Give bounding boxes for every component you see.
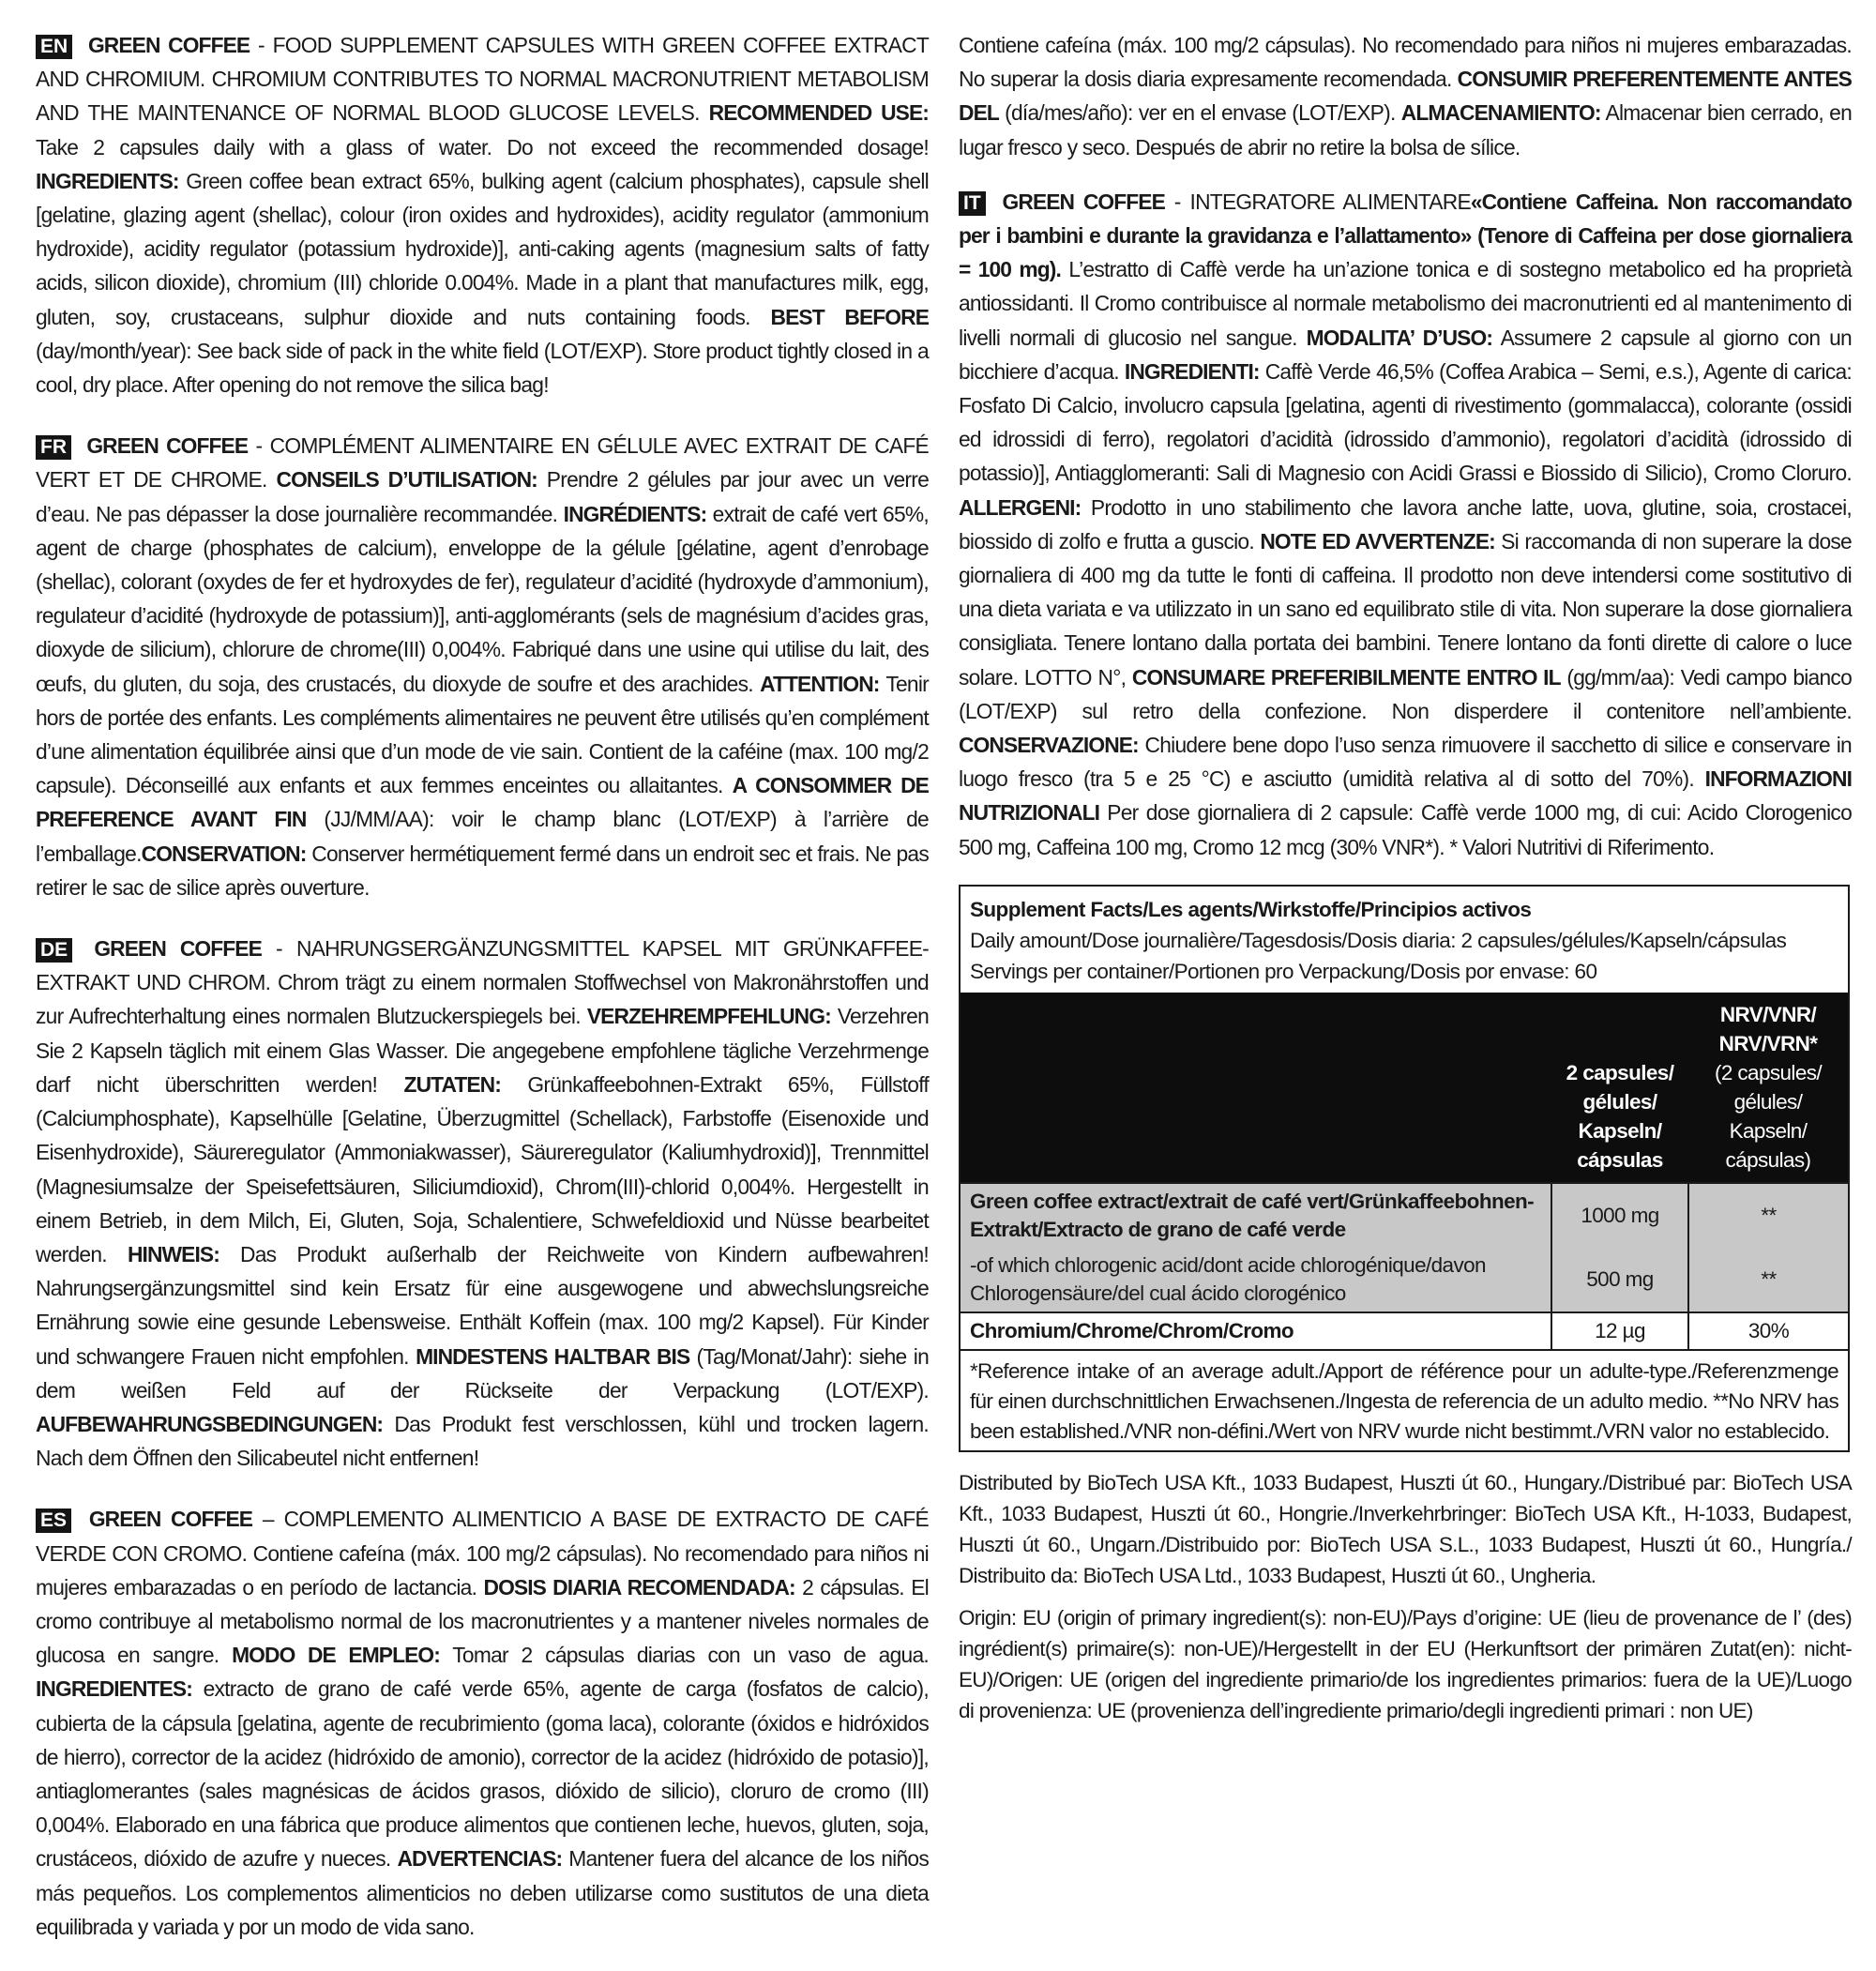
facts-header-row [961, 993, 1848, 1183]
body-text: - NAHRUNGSERGÄNZUNGSMITTEL KAPSEL MIT GRÜNKAFFEE-EXTRAKT UND CHROM. Chrom trägt zu einem normalen Stoffwechsel von Makronährstoffen und zur Aufrechterhaltung eines normalen Blutzuckerspiegels bei. [36, 936, 929, 1029]
bold-heading-text: GREEN COFFEE [1002, 189, 1165, 214]
row-name: Chromium/Chrome/Chrom/Cromo [961, 1312, 1551, 1349]
bold-heading-text: CONSERVATION: [141, 841, 307, 866]
right-column [959, 28, 1852, 1737]
body-text: extrait de café vert 65%, agent de charge (phosphates de calcium), enveloppe de la gélule [gélatine, agent d’enrobage (shellac), colorant (oxydes de fer et hydroxydes de fer), regulateur d’acidité (hydroxyde d’ammonium), regulateur d’acidité (hydroxyde de potassium)], anti-agglomérants (sels de magnésium d’acides gras, dioxyde de silicium), chlorure de chrome(III) 0,004%. Fabriqué dans une usine qui utilise du lait, des œufs, du gluten, du soja, des crustacés, du dioxyde de soufre et des arachides. [36, 501, 929, 696]
bold-heading-text: MODALITA’ D’USO: [1306, 325, 1493, 350]
bold-heading-text: INGREDIENTS: [36, 168, 179, 193]
nrv-head-bold-line: NRV/VRN* [1718, 1031, 1818, 1055]
body-text: 2 cápsulas. El cromo contribuye al metabolismo normal de los macronutrientes y a mantener niveles normales de glucosa en sangre. [36, 1574, 929, 1668]
body-text: Das Produkt außerhalb der Reichweite von Kindern aufbewahren! Nahrungsergänzungsmittel sind kein Ersatz für eine ausgewogene und abwechslungsreiche Ernährung sowie eine gesunde Lebensweise. Enthält Koffein (max. 100 mg/2 Kapsel). Für Kinder und schwangere Frauen nicht empfohlen. [36, 1241, 929, 1369]
lang-badge-en: EN [36, 35, 72, 59]
bold-heading-text: GREEN COFFEE [88, 1507, 253, 1532]
origin-text: Origin: EU (origin of primary ingredient(s): non-EU)/Pays d’origine: UE (lieu de provenance de l’ (des) ingrédient(s) primaire(s): non-UE)/Hergestellt in der EU (Herkunftsort der primären Zutat(en): nicht-EU)/Origen: UE (origen del ingrediente primario/de los ingredientes primarios: fuera de la UE)/Luogo di provenienza: UE (provenienza dell’ingrediente primario/degli ingredienti primari : non UE) [959, 1605, 1852, 1722]
body-text: (JJ/MM/AA): voir le champ blanc (LOT/EXP) à l’arrière de l’emballage. [36, 807, 929, 866]
bold-heading-text: GREEN COFFEE [86, 433, 249, 459]
lang-badge-it: IT [959, 191, 986, 216]
row-name: Green coffee extract/extrait de café vert/Grünkaffeebohnen-Extrakt/Extracto de grano de café verde [961, 1183, 1551, 1248]
body-text: (day/month/year): See back side of pack in the white field (LOT/EXP). Store product tightly closed in a cool, dry place. After opening do not remove the silica bag! [36, 338, 929, 398]
body-text: Verzehren Sie 2 Kapseln täglich mit einem Glas Wasser. Die angegebene empfohlene tägliche Verzehrmenge darf nicht überschritten werden! [36, 1004, 929, 1097]
body-text: Per dose giornaliera di 2 capsule: Caffè verde 1000 mg, di cui: Acido Clorogenico 500 mg, Caffeina 100 mg, Cromo 12 mcg (30% VNR*). * Valori Nutritivi di Riferimento. [959, 800, 1852, 859]
bold-heading-text: ALLERGENI: [959, 494, 1082, 520]
body-text: Tenir hors de portée des enfants. Les compléments alimentaires ne peuvent être utilisés qu’en complément d’une alimentation équilibrée ainsi que d’un mode de vie sain. Contient de la caféine (max. 100 mg/2 capsule). Déconseillé aux enfants et aux femmes enceintes ou allaitantes. [36, 671, 929, 798]
bold-heading-text: CONSUMIR PREFERENTEMENTE ANTES DEL [959, 67, 1852, 126]
body-text: - FOOD SUPPLEMENT CAPSULES WITH GREEN COFFEE EXTRACT AND CHROMIUM. CHROMIUM CONTRIBUTES TO NORMAL MACRONUTRIENT METABOLISM AND THE MAINTENANCE OF NORMAL BLOOD GLUCOSE LEVELS. [36, 33, 929, 126]
row-name: -of which chlorogenic acid/dont acide chlorogénique/davon Chlorogensäure/del cual ácido clorogénico [961, 1248, 1551, 1312]
bold-heading-text: ADVERTENCIAS: [397, 1846, 563, 1872]
row-amount: 12 µg [1551, 1312, 1688, 1349]
bold-heading-text: MODO DE EMPLEO: [232, 1643, 440, 1668]
body-text: L’estratto di Caffè verde ha un’azione tonica e di sostegno metabolico ed ha proprietà antiossidanti. Il Cromo contribuisce al normale metabolismo dei macronutrienti ed al mantenimento di livelli normali di glucosio nel sangue. [959, 257, 1852, 350]
table-row [961, 1183, 1848, 1248]
body-text: Si raccomanda di non superare la dose giornaliera di 400 mg da tutte le fonti di caffeina. Il prodotto non deve intendersi come sostitutivo di una dieta variata e va utilizzato in un sano ed equilibrato stile di vita. Non superare la dose giornaliera consigliata. Tenere lontano dalla portata dei bambini. Tenere lontano da fonti dirette di calore o luce solare. LOTTO N°, [959, 528, 1852, 690]
bold-heading-text: ALMACENAMIENTO: [1400, 100, 1601, 126]
lang-badge-de: DE [36, 938, 72, 963]
bold-heading-text: «Contiene Caffeina. Non raccomandato per i bambini e durante la gravidanza e l’allattamento» (Tenore di Caffeina per dose giornaliera = 100 mg). [959, 189, 1852, 282]
facts-header-nrv [1688, 993, 1848, 1183]
row-amount: 500 mg [1551, 1248, 1688, 1312]
body-text: (día/mes/año): ver en el envase (LOT/EXP). [998, 100, 1401, 126]
facts-header-name [961, 993, 1551, 1183]
amount-head-line: gélules/ [1582, 1089, 1657, 1114]
body-text: Prendre 2 gélules par jour avec un verre d’eau. Ne pas dépasser la dose journalière recommandée. [36, 467, 930, 526]
body-text: Almacenar bien cerrado, en lugar fresco y seco. Después de abrir no retire la bolsa de sílice. [959, 100, 1852, 159]
bold-heading-text: A CONSOMMER DE PREFERENCE AVANT FIN [36, 773, 929, 832]
section-fr [36, 429, 929, 904]
left-column [36, 28, 929, 1971]
bold-heading-text: MINDESTENS HALTBAR BIS [416, 1343, 690, 1369]
amount-head-line: Kapseln/ [1578, 1118, 1662, 1143]
bold-heading-text: VERZEHREMPFEHLUNG: [586, 1004, 831, 1029]
bold-heading-text: CONSUMARE PREFERIBILMENTE ENTRO IL [1131, 664, 1561, 690]
lang-badge-es: ES [36, 1509, 71, 1533]
distributor-text: Distributed by BioTech USA Kft., 1033 Budapest, Huszti út 60., Hungary./Distribué par: BioTech USA Kft., 1033 Budapest, Huszti út 60., Hongrie./Inverkehrbringer: BioTech USA Kft., H-1033, Budapest, Huszti út 60., Ungarn./Distribuido por: BioTech USA S.L., 1033 Budapest, Huszti út 60., Hungría./ Distribuito da: BioTech USA Ltd., 1033 Budapest, Huszti út 60., Ungheria. [959, 1470, 1852, 1587]
body-text: Conserver hermétiquement fermé dans un endroit sec et frais. Ne pas retirer le sac de silice après ouverture. [36, 841, 929, 900]
body-text: Take 2 capsules daily with a glass of water. Do not exceed the recommended dosage! [36, 134, 929, 159]
bold-heading-text: GREEN COFFEE [87, 33, 250, 57]
body-text: – COMPLEMENTO ALIMENTICIO A BASE DE EXTRACTO DE CAFÉ VERDE CON CROMO. Contiene cafeína (máx. 100 mg/2 cápsulas). No recomendado para niños ni mujeres embarazadas o en período de lactancia. [36, 1507, 929, 1600]
bold-heading-text: RECOMMENDED USE: [708, 100, 929, 126]
nrv-head-line: gélules/ [1733, 1089, 1803, 1114]
body-text: Das Produkt fest verschlossen, kühl und trocken lagern. Nach dem Öffnen den Silicabeutel nicht entfernen! [36, 1411, 929, 1471]
body-text: (gg/mm/aa): Vedi campo bianco (LOT/EXP) sul retro della confezione. Non disperdere il contenitore nell’ambiente. [959, 664, 1852, 723]
section-it [959, 185, 1852, 864]
bold-heading-text: INGREDIENTI: [1124, 358, 1260, 384]
row-nrv: ** [1688, 1248, 1848, 1312]
table-row [961, 1312, 1848, 1349]
bold-heading-text: CONSEILS D’UTILISATION: [276, 467, 537, 493]
row-nrv: ** [1688, 1183, 1848, 1248]
body-text: Green coffee bean extract 65%, bulking agent (calcium phosphates), capsule shell [gelatine, glazing agent (shellac), colour (iron oxides and hydroxides), acidity regulator (ammonium hydroxide), acidity regulator (potassium hydroxide)], anti-caking agents (magnesium salts of fatty acids, silicon dioxide), chromium (III) chloride 0.004%. Made in a plant that manufactures milk, egg, gluten, soy, crustaceans, sulphur dioxide and nuts containing foods. [36, 168, 929, 329]
facts-footnote: *Reference intake of an average adult./Apport de référence pour un adulte-type./Referenzmenge für einen durchschnittlichen Erwachsenen./Ingesta de referencia de un adulto medio. **No NRV has been established./VNR non-défini./Wert von NRV wurde nicht bestimmt./VRN valor no establecido. [961, 1349, 1848, 1450]
bold-heading-text: INFORMAZIONI NUTRIZIONALI [959, 766, 1852, 826]
row-nrv: 30% [1688, 1312, 1848, 1349]
body-text: extracto de grano de café verde 65%, agente de carga (fosfatos de calcio), cubierta de la cápsula [gelatina, agente de recubrimiento (goma laca), colorante (óxidos e hidróxidos de hierro), corrector de la acidez (hidróxido de amonio), corrector de la acidez (hidróxido de potasio)], antiaglomerantes (sales magnésicas de ácidos grasos, dióxido de silicio), cloruro de cromo (III) 0,004%. Elaborado en una fábrica que produce alimentos que contienen leche, huevos, gluten, soja, crustáceos, dióxido de azufre y nueces. [36, 1676, 929, 1872]
bold-heading-text: HINWEIS: [127, 1241, 219, 1266]
supplement-facts-title: Supplement Facts/Les agents/Wirkstoffe/Principios activos [970, 897, 1532, 921]
bold-heading-text: GREEN COFFEE [94, 936, 262, 962]
bold-heading-text: ATTENTION: [760, 671, 880, 696]
nrv-head-line: (2 capsules/ [1714, 1060, 1823, 1084]
body-text: - COMPLÉMENT ALIMENTAIRE EN GÉLULE AVEC EXTRAIT DE CAFÉ VERT ET DE CHROME. [36, 433, 929, 493]
body-text: Contiene cafeína (máx. 100 mg/2 cápsulas). No recomendado para niños ni mujeres embarazadas. No superar la dosis diaria expresamente recomendada. [959, 33, 1852, 92]
body-text: Mantener fuera del alcance de los niños más pequeños. Los complementos alimenticios no deben utilizarse como sustitutos de una dieta equilibrada y variada y por un modo de vida sano. [36, 1846, 929, 1939]
bold-heading-text: CONSERVAZIONE: [959, 733, 1139, 758]
bold-heading-text: BEST BEFORE [770, 304, 929, 329]
servings-line: Servings per container/Portionen pro Verpackung/Dosis por envase: 60 [970, 959, 1597, 983]
facts-header-amount [1551, 993, 1688, 1183]
nrv-head-bold-line: NRV/VNR/ [1719, 1002, 1817, 1026]
nrv-head-line: Kapseln/ [1729, 1118, 1808, 1143]
daily-amount-line: Daily amount/Dose journalière/Tagesdosis/Dosis diaria: 2 capsules/gélules/Kapseln/cápsulas [970, 928, 1787, 952]
section-es-continued [959, 28, 1852, 164]
supplement-facts-table [961, 993, 1848, 1349]
body-text: - INTEGRATORE ALIMENTARE [1164, 189, 1471, 214]
body-text: Prodotto in uno stabilimento che lavora anche latte, uova, glutine, soia, crostacei, biossido di zolfo e frutta a guscio. [959, 494, 1852, 553]
section-es [36, 1502, 929, 1944]
nrv-head-line: cápsulas) [1725, 1147, 1811, 1172]
supplement-facts-header [961, 887, 1848, 993]
body-text: Tomar 2 cápsulas diarias con un vaso de agua. [439, 1643, 929, 1668]
body-text: Caffè Verde 46,5% (Coffea Arabica – Semi, e.s.), Agente di carica: Fosfato Di Calcio, involucro capsula [gelatina, agenti di rivestimento (gommalacca), colorante (ossidi ed idrossidi di ferro), regolatori d’acidità (idrossido d’ammonio), regolatori d’acidità (idrossido di potassio)], Antiagglomeranti: Sali di Magnesio con Acidi Grassi e Biossido di Silicio), Cromo Cloruro. [959, 358, 1852, 486]
amount-head-line: 2 capsules/ [1566, 1060, 1674, 1084]
body-text: Assumere 2 capsule al giorno con un bicchiere d’acqua. [959, 325, 1852, 384]
bold-heading-text: AUFBEWAHRUNGSBEDINGUNGEN: [36, 1411, 384, 1436]
supplement-facts-panel [959, 885, 1850, 1452]
amount-head-line: cápsulas [1577, 1147, 1663, 1172]
bold-heading-text: DOSIS DIARIA RECOMENDADA: [483, 1574, 795, 1600]
bold-heading-text: ZUTATEN: [403, 1071, 501, 1097]
section-en [36, 28, 929, 402]
table-row [961, 1248, 1848, 1312]
body-text: Grünkaffeebohnen-Extrakt 65%, Füllstoff (Calciumphosphate), Kapselhülle [Gelatine, Überzugmittel (Schellack), Farbstoffe (Eisenoxide und Eisenhydroxide), Säureregulator (Ammoniakwasser), Säureregulator (Kaliumhydroxid)], Trennmittel (Magnesiumsalze der Speisefettsäuren, Siliciumdioxid), Chrom(III)-chlorid 0,004%. Hergestellt in einem Betrieb, in dem Milch, Ei, Gluten, Soja, Schalentiere, Schwefeldioxid und Nüsse bearbeitet werden. [36, 1071, 929, 1266]
section-de [36, 932, 929, 1475]
bold-heading-text: INGREDIENTES: [36, 1676, 192, 1702]
row-amount: 1000 mg [1551, 1183, 1688, 1248]
body-text: (Tag/Monat/Jahr): siehe in dem weißen Feld auf der Rückseite der Verpackung (LOT/EXP). [36, 1343, 930, 1402]
lang-badge-fr: FR [36, 435, 71, 460]
bold-heading-text: INGRÉDIENTS: [563, 501, 707, 526]
body-text: Chiudere bene dopo l’uso senza rimuovere il sacchetto di silice e conservare in luogo fresco (tra 5 e 25 °C) e asciutto (umidità relativa al di sotto del 70%). [959, 733, 1852, 792]
bold-heading-text: NOTE ED AVVERTENZE: [1260, 528, 1495, 553]
